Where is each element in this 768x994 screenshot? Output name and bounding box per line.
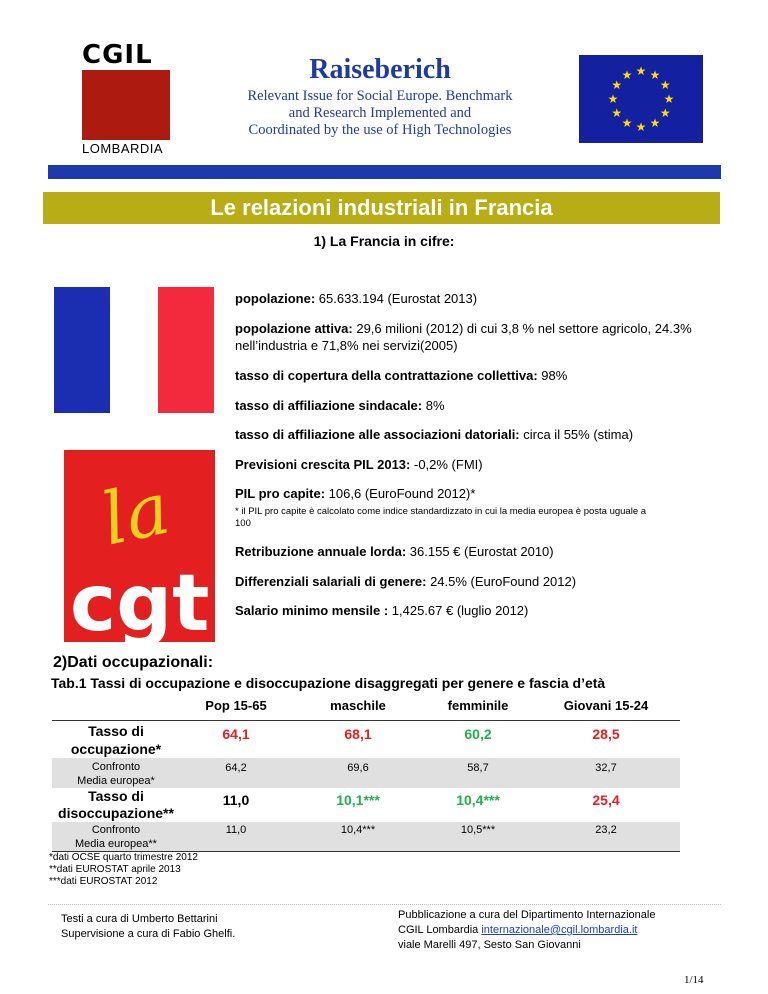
table-footnotes: *dati OCSE quarto trimestre 2012 **dati EUROSTAT aprile 2013 ***dati EUROSTAT 2012 <box>49 852 198 887</box>
stat-item: tasso di affiliazione alle associazioni datoriali: circa il 55% (stima) <box>235 427 634 442</box>
table-header <box>52 694 680 721</box>
credits-publisher: Pubblicazione a cura del Dipartimento Internazionale CGIL Lombardia internazionale@cgil.lombardia.it viale Marelli 497, Sesto San Giovanni <box>398 909 656 951</box>
table-cell: 10,4*** <box>340 824 376 836</box>
eu-star-icon: ★ <box>635 64 647 78</box>
eu-star-icon: ★ <box>649 116 661 131</box>
table-cell: 68,1 <box>344 726 372 742</box>
credits-authors: Testi a cura di Umberto Bettarini Supervisione a cura di Fabio Ghelfi. <box>61 913 236 940</box>
svg-text:la: la <box>94 465 177 562</box>
table-caption: Tab.1 Tassi di occupazione e disoccupazione disaggregati per genere e fascia d’età <box>51 675 606 691</box>
stat-item: Previsioni crescita PIL 2013: -0,2% (FMI) <box>235 457 483 472</box>
table-cell: 64,2 <box>225 762 247 774</box>
row-label: Confronto Media europea* <box>77 761 155 787</box>
svg-text:cgt: cgt <box>70 559 210 642</box>
cgil-logo <box>82 40 170 158</box>
table-row <box>52 758 680 788</box>
column-header: Pop 15-65 <box>205 698 267 713</box>
table-cell: 28,5 <box>592 726 620 742</box>
cgil-logo-word: CGIL <box>82 40 153 70</box>
column-header: maschile <box>330 698 386 713</box>
eu-star-icon: ★ <box>611 106 623 120</box>
table-cell: 25,4 <box>592 792 620 808</box>
header-divider-bar <box>48 165 721 179</box>
column-header: femminile <box>447 698 509 713</box>
table-cell: 60,2 <box>464 726 492 742</box>
table-cell: 23,2 <box>595 824 617 836</box>
table-cell: 10,5*** <box>460 824 496 836</box>
document-title: Raiseberich <box>309 54 451 85</box>
stat-item: tasso di affiliazione sindacale: 8% <box>235 398 445 413</box>
eu-star-icon: ★ <box>649 67 661 82</box>
stat-item: Salario minimo mensile : 1,425.67 € (luglio 2012) <box>235 603 529 618</box>
stat-item: popolazione: 65.633.194 (Eurostat 2013) <box>235 291 478 306</box>
page-number: 1/14 <box>684 974 704 986</box>
table-cell: 64,1 <box>222 726 250 742</box>
row-label: Confronto Media europea** <box>75 824 157 850</box>
credits-divider <box>48 904 721 905</box>
stat-item: popolazione attiva: 29,6 milioni (2012) di cui 3,8 % nel settore agricolo, 24.3% nell’industria e 71,8% nei servizi(2005) <box>235 321 692 353</box>
table-cell: 10,1*** <box>336 792 380 808</box>
row-label: Tasso di occupazione* <box>70 723 162 757</box>
stat-item: Differenziali salariali di genere: 24.5% (EuroFound 2012) <box>235 574 577 589</box>
table-cell: 58,7 <box>467 762 489 774</box>
cgil-logo-red-block <box>82 70 170 140</box>
cgt-logo <box>64 450 215 642</box>
eu-star-icon: ★ <box>621 67 633 82</box>
email-link[interactable]: internazionale@cgil.lombardia.it <box>481 924 638 936</box>
table-cell: 10,4*** <box>456 792 500 808</box>
eu-star-icon: ★ <box>635 120 647 134</box>
table-row <box>52 822 680 851</box>
document-subtitle: Relevant Issue for Social Europe. Benchmark and Research Implemented and Coordinated by the use of High Technologies <box>247 88 513 138</box>
stat-item: Retribuzione annuale lorda: 36.155 € (Eurostat 2010) <box>235 544 554 559</box>
table-cell: 11,0 <box>225 824 247 836</box>
eu-star-icon: ★ <box>607 92 619 106</box>
stat-note: * il PIL pro capite è calcolato come indice standardizzato in cui la media europea è posta uguale a 100 <box>235 506 647 529</box>
stat-item: PIL pro capite: 106,6 (EuroFound 2012)* * il PIL pro capite è calcolato come indice standardizzato in cui la media europea è posta uguale a 100 <box>235 485 695 530</box>
section-heading-2: 2)Dati occupazionali: <box>53 654 214 671</box>
table-row <box>52 788 680 822</box>
column-header: Giovani 15-24 <box>563 698 649 713</box>
eu-star-icon: ★ <box>659 106 671 120</box>
eu-flag-icon <box>579 55 703 143</box>
table-cell: 69,6 <box>347 762 369 774</box>
eu-star-icon: ★ <box>663 92 675 106</box>
stat-item: tasso di copertura della contrattazione collettiva: 98% <box>235 368 568 383</box>
table-row <box>52 722 680 758</box>
eu-star-icon: ★ <box>659 78 671 92</box>
france-flag-red-stripe <box>158 287 214 413</box>
france-flag-blue-stripe <box>54 287 110 413</box>
eu-star-icon: ★ <box>611 78 623 92</box>
eu-star-icon: ★ <box>621 116 633 131</box>
table-cell: 11,0 <box>222 792 250 808</box>
section-heading-1: 1) La Francia in cifre: <box>313 233 455 249</box>
banner-title: Le relazioni industriali in Francia <box>43 192 720 224</box>
row-label: Tasso di disoccupazione** <box>58 788 174 821</box>
table-cell: 32,7 <box>595 762 617 774</box>
cgil-logo-region: LOMBARDIA <box>82 141 164 156</box>
